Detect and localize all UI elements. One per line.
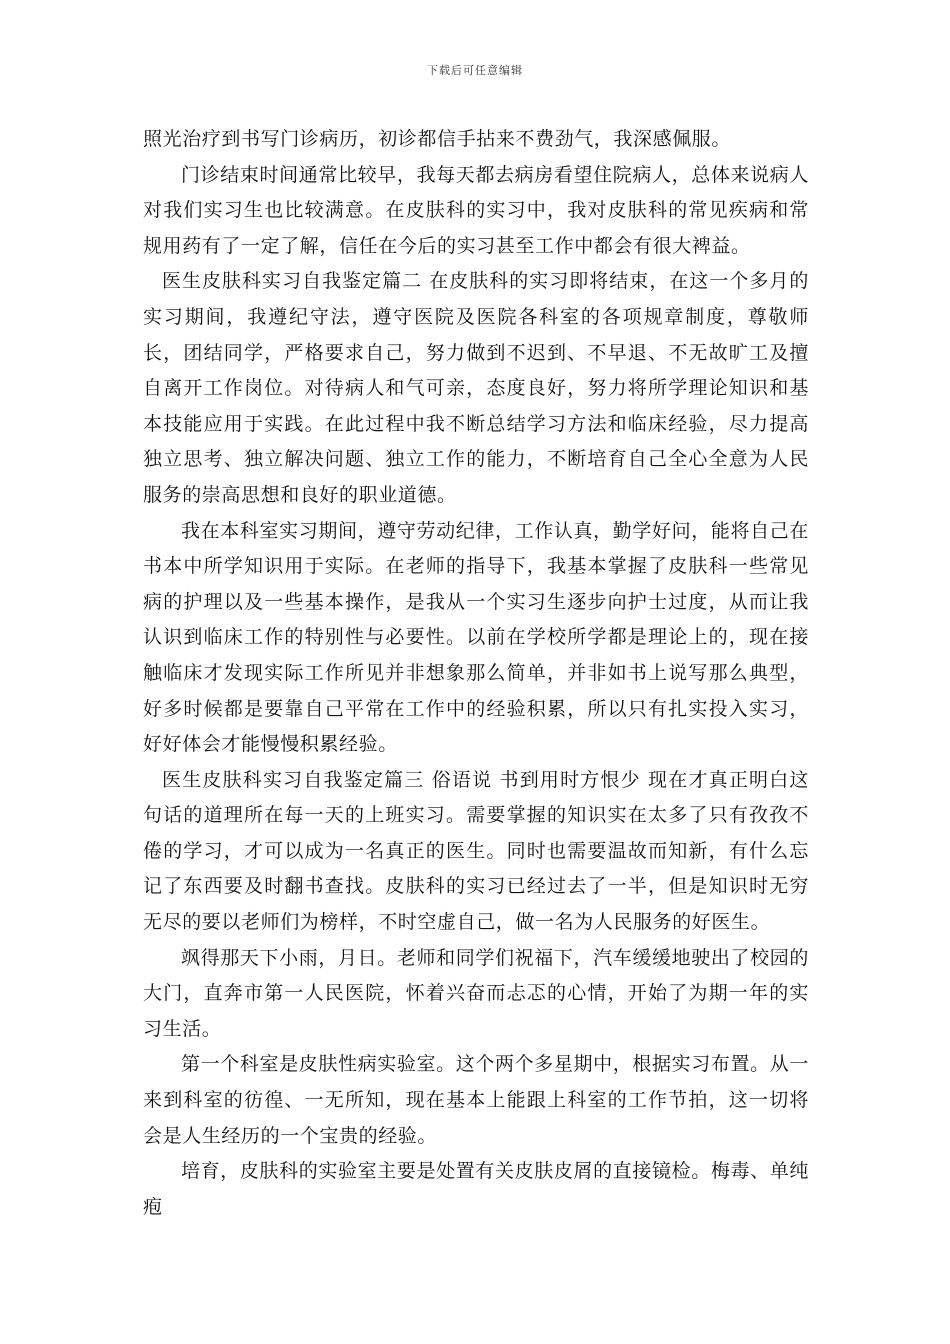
paragraph: 门诊结束时间通常比较早，我每天都去病房看望住院病人，总体来说病人对我们实习生也比较满意。在皮肤科的实习中，我对皮肤科的常见疾病和常规用药有了一定了解，信任在今后的实习甚至工作中都会有很大裨益。 xyxy=(143,163,809,257)
paragraph: 医生皮肤科实习自我鉴定篇二 在皮肤科的实习即将结束，在这一个多月的实习期间，我遵纪守法，遵守医院及医院各科室的各项规章制度，尊敬师长，团结同学，严格要求自己，努力做到不迟到、不早退、不无故旷工及擅自离开工作岗位。对待病人和气可亲，态度良好，努力将所学理论知识和基本技能应用于实践。在此过程中我不断总结学习方法和临床经验，尽力提高独立思考、独立解决问题、独立工作的能力，不断培育自己全心全意为人民服务的崇高思想和良好的职业道德。 xyxy=(143,270,809,506)
paragraph: 飒得那天下小雨，月日。老师和同学们祝福下，汽车缓缓地驶出了校园的大门，直奔市第一人民医院，怀着兴奋而忐忑的心情，开始了为期一年的实习生活。 xyxy=(143,946,809,1040)
paragraph: 培育，皮肤科的实验室主要是处置有关皮肤皮屑的直接镜检。梅毒、单纯疱 xyxy=(143,1160,809,1218)
paragraph: 第一个科室是皮肤性病实验室。这个两个多星期中，根据实习布置。从一来到科室的彷徨、一无所知，现在基本上能跟上科室的工作节拍，这一切将会是人生经历的一个宝贵的经验。 xyxy=(143,1053,809,1147)
header-note: 下载后可任意编辑 xyxy=(427,64,523,77)
paragraph: 照光治疗到书写门诊病历，初诊都信手拈来不费劲气，我深感佩服。 xyxy=(143,128,732,150)
document-body xyxy=(143,122,809,1225)
paragraph: 我在本科室实习期间，遵守劳动纪律，工作认真，勤学好问，能将自己在书本中所学知识用于实际。在老师的指导下，我基本掌握了皮肤科一些常见病的护理以及一些基本操作，是我从一个实习生逐步向护士过度，从而让我认识到临床工作的特别性与必要性。以前在学校所学都是理论上的，现在接触临床才发现实际工作所见并非想象那么简单，并非如书上说写那么典型，好多时候都是要靠自己平常在工作中的经验积累，所以只有扎实投入实习，好好体会才能慢慢积累经验。 xyxy=(143,519,809,756)
paragraph: 医生皮肤科实习自我鉴定篇三 俗语说 书到用时方恨少 现在才真正明白这句话的道理所在每一天的上班实习。需要掌握的知识实在太多了只有孜孜不倦的学习，才可以成为一名真正的医生。同时也需要温故而知新，有什么忘记了东西要及时翻书查找。皮肤科的实习已经过去了一半，但是知识时无穷无尽的要以老师们为榜样，不时空虚自己，做一名为人民服务的好医生。 xyxy=(143,768,809,934)
